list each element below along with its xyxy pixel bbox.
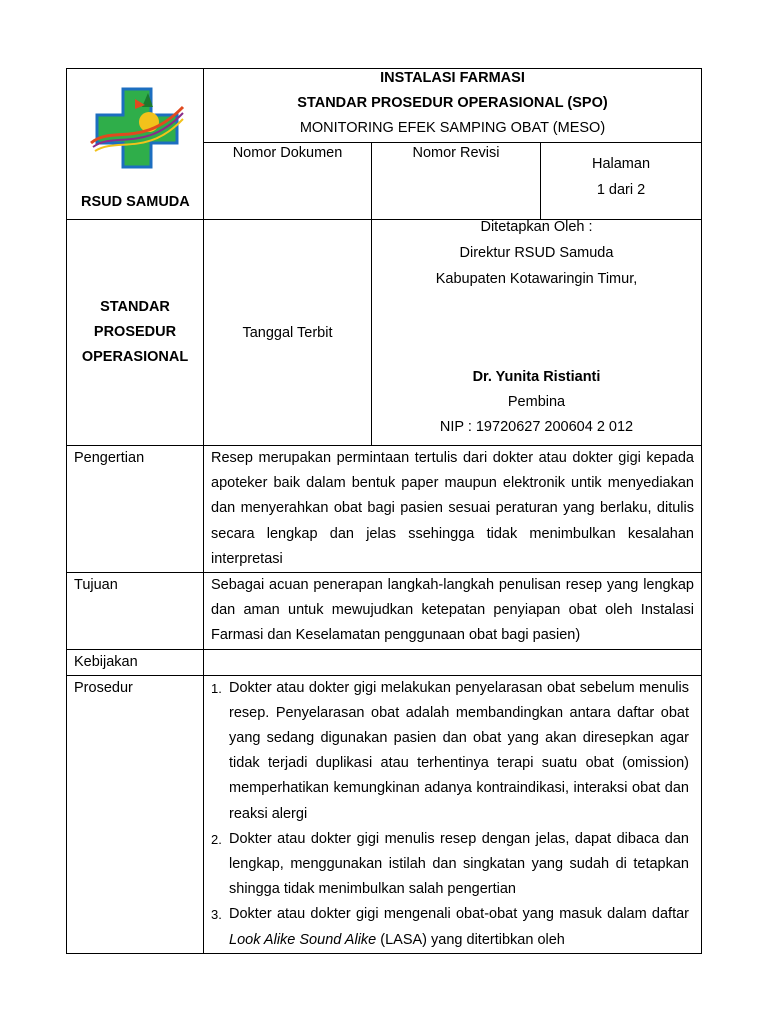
prosedur-list xyxy=(204,676,701,953)
pengertian-label-cell xyxy=(67,446,204,573)
tujuan-text-cell xyxy=(204,573,702,650)
pengertian-text: Resep merupakan permintaan tertulis dari dokter atau dokter gigi kepada apoteker baik dalam bentuk paper maupun elektronik untik menyediakan dan menyerahkan obat bagi pasien sesuai peraturan yang berlaku, ditulis secara lengkap dan jelas ssehingga tidak menimbulkan kesalahan interpretasi xyxy=(211,450,694,567)
hospital-name: RSUD SAMUDA xyxy=(81,194,190,210)
ditetapkan-label: Ditetapkan Oleh : xyxy=(480,219,593,235)
prosedur-item-text: Dokter atau dokter gigi menulis resep dengan jelas, dapat dibaca dan lengkap, menggunakan istilah dan singkatan yang sudah di tetapkan shingga tidak menimbulkan salah pengertian xyxy=(229,830,689,898)
header-line-2: STANDAR PROSEDUR OPERASIONAL (SPO) xyxy=(297,95,608,111)
spo-title-line-3: OPERASIONAL xyxy=(81,349,189,365)
kebijakan-label-cell xyxy=(67,649,204,675)
pengertian-label: Pengertian xyxy=(74,450,145,466)
nomor-revisi-label: Nomor Revisi xyxy=(412,145,500,162)
nomor-dokumen-label: Nomor Dokumen xyxy=(232,145,343,162)
prosedur-item-text: Dokter atau dokter gigi mengenali obat-obat yang masuk dalam daftar xyxy=(229,906,689,923)
prosedur-text-cell xyxy=(204,675,702,953)
halaman-label: Halaman xyxy=(591,156,651,173)
halaman-value: 1 dari 2 xyxy=(596,182,646,199)
nomor-dokumen-cell xyxy=(204,143,372,220)
prosedur-item-text-after: (LASA) yang ditertibkan oleh xyxy=(376,931,565,948)
tanggal-terbit-cell xyxy=(204,220,372,446)
prosedur-item-number: 1. xyxy=(211,680,222,696)
tujuan-label: Tujuan xyxy=(74,577,118,594)
header-line-1: INSTALASI FARMASI xyxy=(380,70,525,86)
tujuan-label-cell xyxy=(67,573,204,650)
signatory-nip: NIP : 19720627 200604 2 012 xyxy=(439,419,634,435)
kebijakan-text-cell xyxy=(204,649,702,675)
tanggal-terbit-label: Tanggal Terbit xyxy=(242,324,333,341)
hospital-logo-icon xyxy=(87,77,187,177)
penetapan-cell xyxy=(372,220,702,446)
direktur-label: Direktur RSUD Samuda xyxy=(459,245,614,261)
nomor-revisi-cell xyxy=(372,143,541,220)
prosedur-item-2 xyxy=(211,827,689,903)
spo-title-cell xyxy=(67,220,204,446)
halaman-cell xyxy=(541,143,702,220)
prosedur-item-3 xyxy=(211,902,689,952)
signatory-rank: Pembina xyxy=(507,394,566,410)
prosedur-label-cell xyxy=(67,675,204,953)
prosedur-item-number: 3. xyxy=(211,907,222,923)
spo-title-line-1: STANDAR xyxy=(100,299,170,315)
tujuan-text: Sebagai acuan penerapan langkah-langkah penulisan resep yang lengkap dan aman untuk mewujudkan ketepatan penyiapan obat oleh Instalasi Farmasi dan Keselamatan penggunaan obat bagi pasien) xyxy=(211,577,694,644)
kebijakan-label: Kebijakan xyxy=(74,653,138,670)
header-title-cell xyxy=(204,69,702,143)
pengertian-text-cell xyxy=(204,446,702,573)
header-line-3: MONITORING EFEK SAMPING OBAT (MESO) xyxy=(299,120,606,136)
kabupaten-label: Kabupaten Kotawaringin Timur, xyxy=(435,271,638,287)
prosedur-label: Prosedur xyxy=(74,679,133,696)
spo-title-line-2: PROSEDUR xyxy=(93,324,177,340)
logo-cell xyxy=(67,69,204,220)
prosedur-item-number: 2. xyxy=(211,831,222,847)
signatory-name: Dr. Yunita Ristianti xyxy=(472,369,601,385)
prosedur-item-italic-term: Look Alike Sound Alike xyxy=(229,931,377,948)
spo-table xyxy=(66,68,702,954)
prosedur-item-text: Dokter atau dokter gigi melakukan penyelarasan obat sebelum menulis resep. Penyelarasan obat adalah membandingkan antara daftar obat yang sedang digunakan pasien dan obat yang akan diresepkan agar tidak terjadi duplikasi atau terhentinya terapi suatu obat (omission) memperhatikan kemungkinan adanya kontraindikasi, interaksi obat dan reaksi alergi xyxy=(229,679,689,822)
prosedur-item-1 xyxy=(211,676,689,827)
